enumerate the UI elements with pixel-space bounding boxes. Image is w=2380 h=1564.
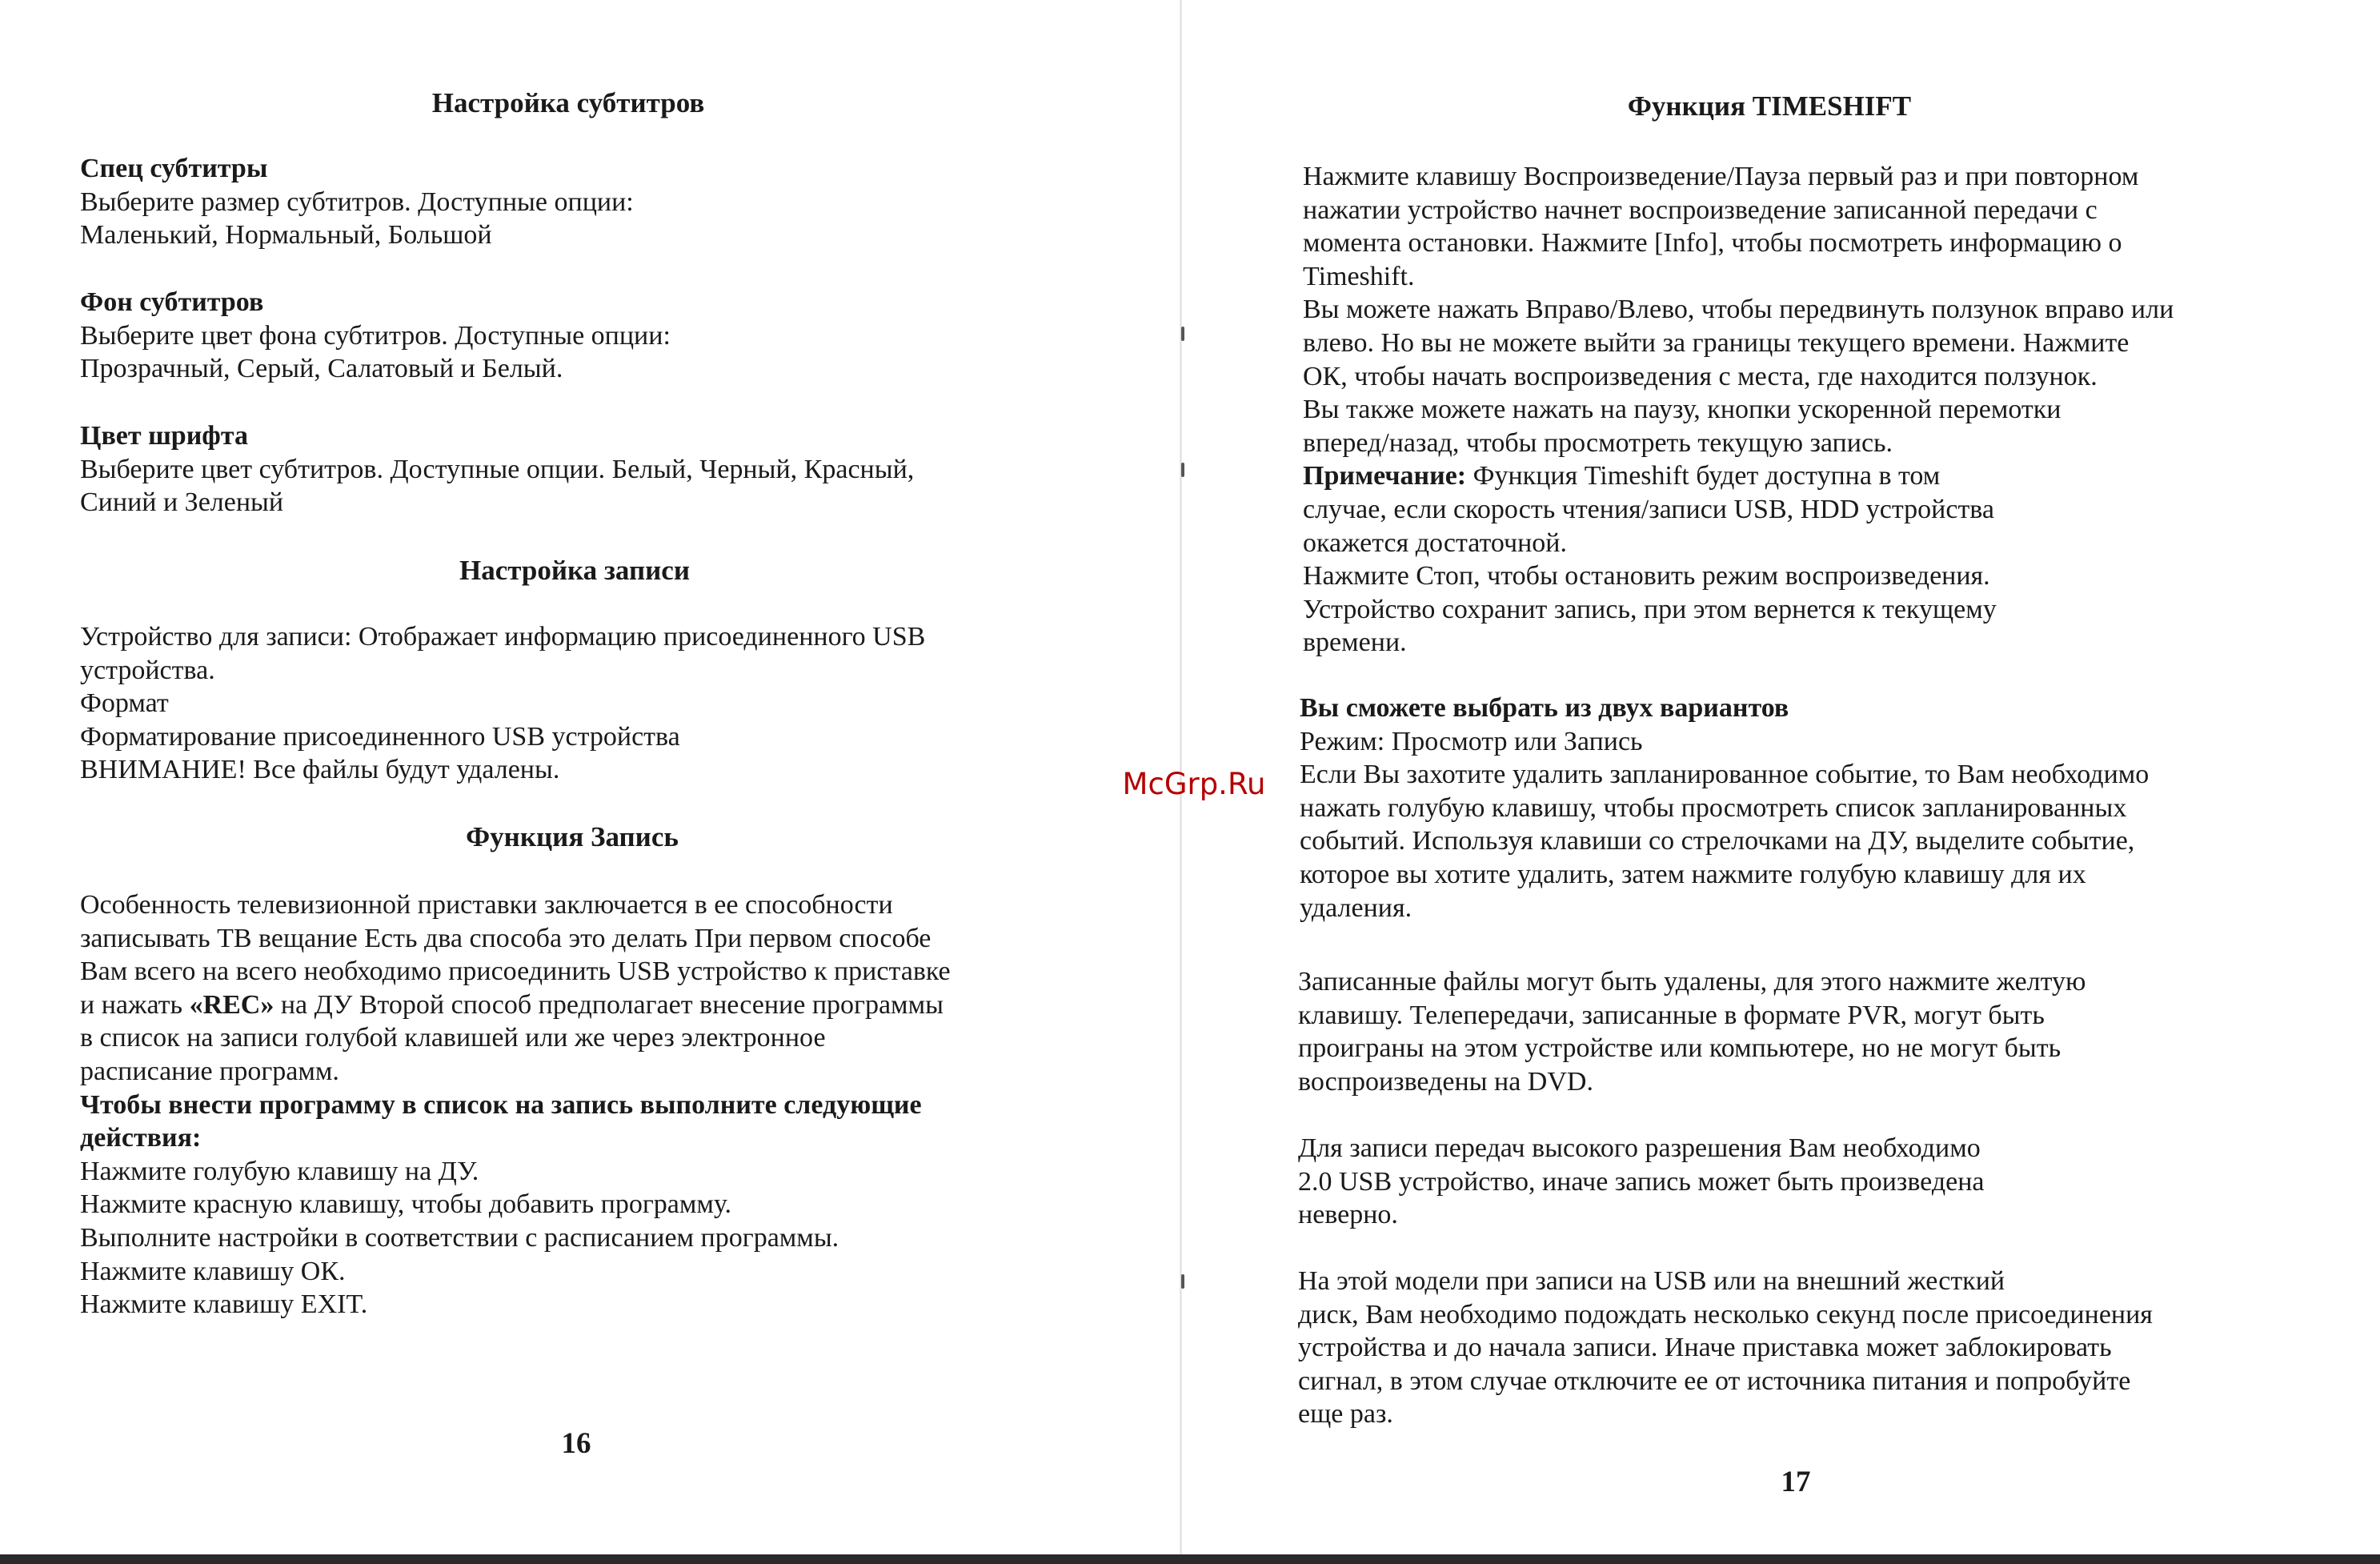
record-settings-section bbox=[80, 620, 925, 787]
text-line: устройства. bbox=[80, 655, 215, 685]
text-line: нажать голубую клавишу, чтобы просмотреть список запланированных bbox=[1300, 792, 2127, 823]
watermark-link[interactable]: McGrp.Ru bbox=[1122, 767, 1266, 801]
delete-files-section bbox=[1298, 965, 2086, 1098]
text-line: Режим: Просмотр или Запись bbox=[1300, 726, 1643, 756]
text-line: Вы также можете нажать на паузу, кнопки ускоренной перемотки bbox=[1303, 395, 2061, 425]
scan-bottom-edge bbox=[0, 1554, 2380, 1564]
text-line: Вы можете нажать Вправо/Влево, чтобы передвинуть ползунок вправо или bbox=[1303, 295, 2174, 325]
text-fragment: и нажать bbox=[80, 989, 190, 1020]
rec-key-label: «REC» bbox=[189, 989, 274, 1020]
page-number-right: 17 bbox=[1781, 1466, 1811, 1498]
two-options-heading: Вы сможете выбрать из двух вариантов bbox=[1300, 693, 1789, 723]
text-line: нажатии устройство начнет воспроизведение записанной передачи с bbox=[1303, 194, 2098, 225]
text-line: записывать ТВ вещание Есть два способа это делать При первом способе bbox=[80, 923, 932, 953]
right-page bbox=[1181, 0, 2380, 1564]
text-line: еще раз. bbox=[1298, 1399, 1393, 1430]
text-line: момента остановки. Нажмите [Info], чтобы посмотреть информацию о bbox=[1303, 228, 2122, 259]
text-line: устройства и до начала записи. Иначе приставка может заблокировать bbox=[1298, 1333, 2112, 1363]
text-line: окажется достаточной. bbox=[1303, 527, 1567, 558]
text-line: вперед/назад, чтобы просмотреть текущую запись. bbox=[1303, 427, 1893, 458]
text-line: 2.0 USB устройство, иначе запись может быть произведена bbox=[1298, 1166, 1985, 1197]
text-line: Для записи передач высокого разрешения Вам необходимо bbox=[1298, 1133, 1981, 1163]
text-line: Выберите размер субтитров. Доступные опции: bbox=[80, 186, 634, 217]
step-item: Нажмите клавишу EXIT. bbox=[80, 1289, 368, 1320]
subtitles-settings-title: Настройка субтитров bbox=[431, 87, 705, 118]
text-fragment: Функция Timeshift будет доступна в том bbox=[1466, 461, 1941, 491]
text-line: Особенность телевизионной приставки заключается в ее способности bbox=[80, 890, 893, 920]
text-line: неверно. bbox=[1298, 1200, 1398, 1230]
timeshift-title: Функция TIMESHIFT bbox=[1627, 90, 1912, 122]
text-line: Маленький, Нормальный, Большой bbox=[80, 220, 492, 251]
subtitle-background-heading: Фон субтитров bbox=[80, 287, 264, 317]
font-color-heading: Цвет шрифта bbox=[80, 421, 248, 451]
text-line: Записанные файлы могут быть удалены, для этого нажмите желтую bbox=[1298, 967, 2086, 997]
text-line: влево. Но вы не можете выйти за границы текущего времени. Нажмите bbox=[1303, 327, 2130, 358]
note-line bbox=[1303, 459, 2174, 493]
spec-subtitles-section bbox=[80, 152, 634, 252]
steps-heading: Чтобы внести программу в список на запись выполните следующие bbox=[80, 1089, 922, 1120]
record-function-title: Функция Запись bbox=[466, 821, 679, 852]
spec-subtitles-heading: Спец субтитры bbox=[80, 154, 268, 183]
record-function-section bbox=[80, 888, 951, 1321]
page-number-left: 16 bbox=[561, 1427, 591, 1460]
text-line: расписание программ. bbox=[80, 1056, 339, 1086]
left-page bbox=[0, 0, 1181, 1564]
text-line: клавишу. Телепередачи, записанные в формате PVR, могут быть bbox=[1298, 1000, 2045, 1030]
steps-heading: действия: bbox=[80, 1123, 202, 1153]
text-line: воспроизведены на DVD. bbox=[1298, 1066, 1593, 1097]
step-item: Нажмите красную клавишу, чтобы добавить программу. bbox=[80, 1189, 732, 1220]
note-label: Примечание: bbox=[1303, 461, 1467, 491]
text-line: сигнал, в этом случае отключите ее от источника питания и попробуйте bbox=[1298, 1365, 2131, 1396]
step-item: Выполните настройки в соответствии с расписанием программы. bbox=[80, 1222, 839, 1253]
text-line: которое вы хотите удалить, затем нажмите голубую клавишу для их bbox=[1300, 859, 2086, 889]
text-line: Если Вы захотите удалить запланированное событие, то Вам необходимо bbox=[1300, 760, 2150, 790]
text-line: Нажмите клавишу Воспроизведение/Пауза первый раз и при повторном bbox=[1303, 162, 2139, 191]
text-line: Устройство для записи: Отображает информацию присоединенного USB bbox=[80, 622, 926, 652]
text-line: в список на записи голубой клавишей или же через электронное bbox=[80, 1023, 826, 1053]
text-line: диск, Вам необходимо подождать несколько секунд после присоединения bbox=[1298, 1299, 2153, 1329]
text-line: ОК, чтобы начать воспроизведения с места, где находится ползунок. bbox=[1303, 361, 2098, 391]
text-line: Выберите цвет фона субтитров. Доступные опции: bbox=[80, 320, 671, 351]
text-line: Выберите цвет субтитров. Доступные опции. Белый, Черный, Красный, bbox=[80, 454, 915, 484]
two-options-section bbox=[1300, 692, 2149, 924]
timeshift-section bbox=[1303, 160, 2174, 660]
step-item: Нажмите клавишу ОК. bbox=[80, 1256, 346, 1286]
text-line: Форматирование присоединенного USB устройства bbox=[80, 721, 680, 752]
font-color-section bbox=[80, 419, 914, 519]
record-settings-title: Настройка записи bbox=[459, 555, 691, 586]
text-line: Синий и Зеленый bbox=[80, 487, 284, 518]
text-fragment: на ДУ Второй способ предполагает внесение программы bbox=[274, 989, 944, 1020]
text-line: Нажмите Стоп, чтобы остановить режим воспроизведения. bbox=[1303, 561, 1990, 592]
text-line: событий. Используя клавиши со стрелочками на ДУ, выделите событие, bbox=[1300, 826, 2135, 856]
text-line: Формат bbox=[80, 688, 169, 719]
usb-wait-section bbox=[1298, 1265, 2153, 1431]
text-line: удаления. bbox=[1300, 892, 1412, 923]
text-line bbox=[80, 989, 951, 1022]
text-line: На этой модели при записи на USB или на внешний жесткий bbox=[1298, 1266, 2005, 1296]
text-line: Вам всего на всего необходимо присоединить USB устройство к приставке bbox=[80, 956, 951, 987]
subtitle-background-section bbox=[80, 286, 671, 386]
step-item: Нажмите голубую клавишу на ДУ. bbox=[80, 1156, 479, 1186]
hd-recording-section bbox=[1298, 1132, 1985, 1232]
text-line: случае, если скорость чтения/записи USB, HDD устройства bbox=[1303, 494, 1994, 524]
text-line: Прозрачный, Серый, Салатовый и Белый. bbox=[80, 354, 563, 384]
text-line: времени. bbox=[1303, 628, 1407, 658]
text-line: Timeshift. bbox=[1303, 261, 1415, 291]
text-line: Устройство сохранит запись, при этом вернется к текущему bbox=[1303, 594, 1997, 624]
text-line: ВНИМАНИЕ! Все файлы будут удалены. bbox=[80, 755, 560, 785]
text-line: проиграны на этом устройстве или компьютере, но не могут быть bbox=[1298, 1033, 2061, 1064]
